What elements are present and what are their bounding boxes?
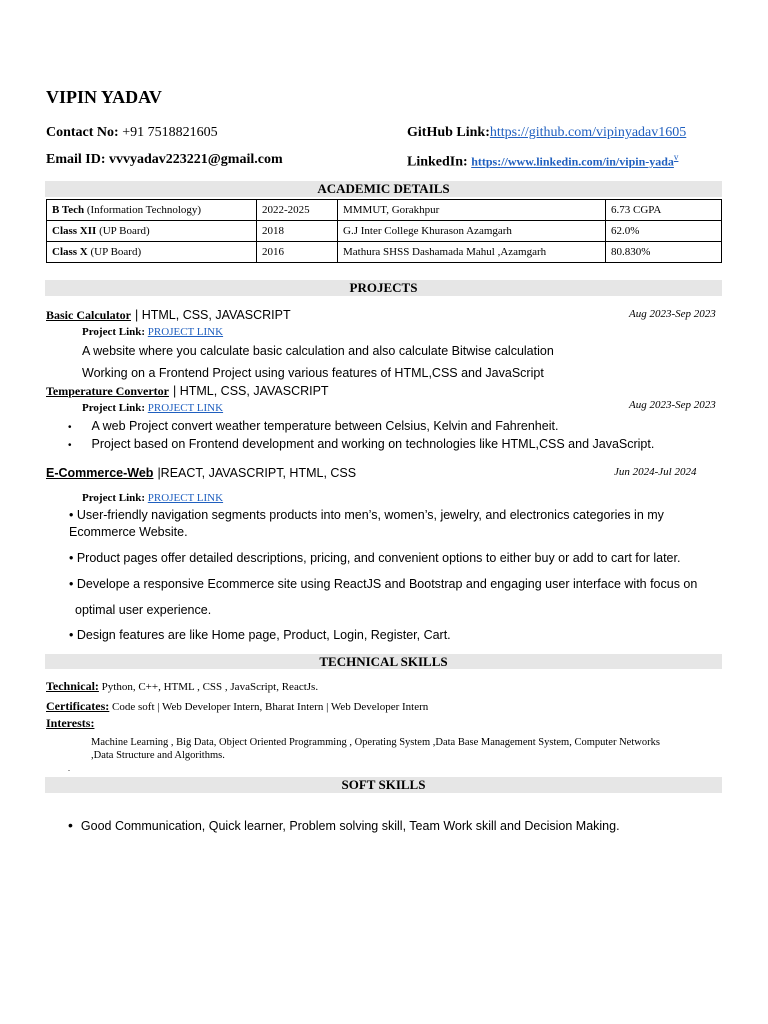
certificates-value: Code soft | Web Developer Intern, Bharat Intern | Web Developer Intern [109,701,429,713]
project-tech: | HTML, CSS, JAVASCRIPT [172,384,329,398]
institute-cell: MMMUT, Gorakhpur [338,200,606,221]
contact-email [46,152,283,168]
table-row [47,242,722,263]
score-cell: 6.73 CGPA [606,200,722,221]
contact-linkedin [407,152,678,171]
project-link-row [68,488,223,506]
project-date: Aug 2023-Sep 2023 [629,399,716,411]
list-item [68,817,620,835]
list-item: • Design features are like Home page, Product, Login, Register, Cart. [69,628,451,642]
stray-dot: . [68,764,70,773]
project-link-label: Project Link: [82,402,146,414]
section-academic-heading: ACADEMIC DETAILS [45,181,722,197]
years-cell: 2016 [257,242,338,263]
candidate-name: VIPIN YADAV [46,87,162,107]
linkedin-label: LinkedIn: [407,154,468,170]
technical-value: Python, C++, HTML , CSS , JavaScript, ReactJs. [98,681,319,693]
technical-skills [46,679,318,694]
project-link-label: Project Link: [82,492,146,504]
github-label: GitHub Link: [407,125,490,140]
round-bullet-icon: • [68,422,72,433]
project-title: Temperature Convertor [46,384,169,398]
soft-skills-text: Good Communication, Quick learner, Problem solving skill, Team Work skill and Decision Making. [80,819,620,833]
phone-label: Contact No: [46,125,119,140]
project-date: Aug 2023-Sep 2023 [629,308,716,320]
section-soft-heading: SOFT SKILLS [45,777,722,793]
institute-cell: G.J Inter College Khurason Azamgarh [338,221,606,242]
project-link-label: Project Link: [82,326,146,338]
technical-label: Technical: [46,679,99,693]
degree-cell: Class X (UP Board) [47,242,257,263]
project-link[interactable]: PROJECT LINK [147,326,224,338]
round-bullet-icon: • [68,440,72,451]
interests-label: Interests: [46,716,95,730]
contact-phone [46,125,218,141]
project-link-row [68,322,223,340]
project-link-row [68,398,223,416]
years-cell: 2018 [257,221,338,242]
academic-table [46,199,722,263]
section-technical-heading: TECHNICAL SKILLS [45,654,722,669]
interests-heading [46,716,94,731]
phone-value: +91 7518821605 [122,125,218,140]
github-link[interactable]: https://github.com/vipinyadav1605 [489,125,687,140]
list-item: A website where you calculate basic calculation and also calculate Bitwise calculation [82,344,554,358]
years-cell: 2022-2025 [257,200,338,221]
contact-github [407,125,686,141]
score-cell: 80.830% [606,242,722,263]
project-title: E-Commerce-Web [46,466,154,480]
table-row [47,221,722,242]
list-item: • User-friendly navigation segments products into men’s, women’s, jewelry, and electronics categories in my [69,508,664,522]
project-title: Basic Calculator [46,308,131,322]
degree-cell: B Tech (Information Technology) [47,200,257,221]
project-header [46,464,356,482]
linkedin-link-tail[interactable]: v [673,152,679,162]
list-item: • Develope a responsive Ecommerce site using ReactJS and Bootstrap and engaging user interface with focus on [69,577,698,591]
table-row [47,200,722,221]
list-item: • A web Project convert weather temperature between Celsius, Kelvin and Fahrenheit. [68,419,559,433]
email-label: Email ID: [46,152,106,167]
project-link[interactable]: PROJECT LINK [147,492,224,504]
certificates-label: Certificates: [46,699,110,713]
email-value: vvvyadav223221@gmail.com [109,152,283,167]
project-tech: | HTML, CSS, JAVASCRIPT [135,308,291,322]
list-item: Working on a Frontend Project using various features of HTML,CSS and JavaScript [82,366,544,380]
certificates [46,699,428,714]
institute-cell: Mathura SHSS Dashamada Mahul ,Azamgarh [338,242,606,263]
list-item: Ecommerce Website. [69,525,188,539]
list-item: • Project based on Frontend development and working on technologies like HTML,CSS and JavaScript. [68,437,655,451]
degree-cell: Class XII (UP Board) [47,221,257,242]
list-item: • Product pages offer detailed descriptions, pricing, and convenient options to either buy or add to cart for later. [69,551,681,565]
section-projects-heading: PROJECTS [45,280,722,296]
interests-text: Machine Learning , Big Data, Object Oriented Programming , Operating System ,Data Base Management System, Computer Networks ,Data Structure and Algorithms. [91,737,660,761]
linkedin-link[interactable]: https://www.linkedin.com/in/vipin-yada [471,154,674,169]
score-cell: 62.0% [606,221,722,242]
project-date: Jun 2024-Jul 2024 [614,466,697,478]
round-bullet-icon: • [68,817,73,833]
list-item: optimal user experience. [75,603,212,617]
project-link[interactable]: PROJECT LINK [147,402,224,414]
project-tech: |REACT, JAVASCRIPT, HTML, CSS [157,466,357,480]
